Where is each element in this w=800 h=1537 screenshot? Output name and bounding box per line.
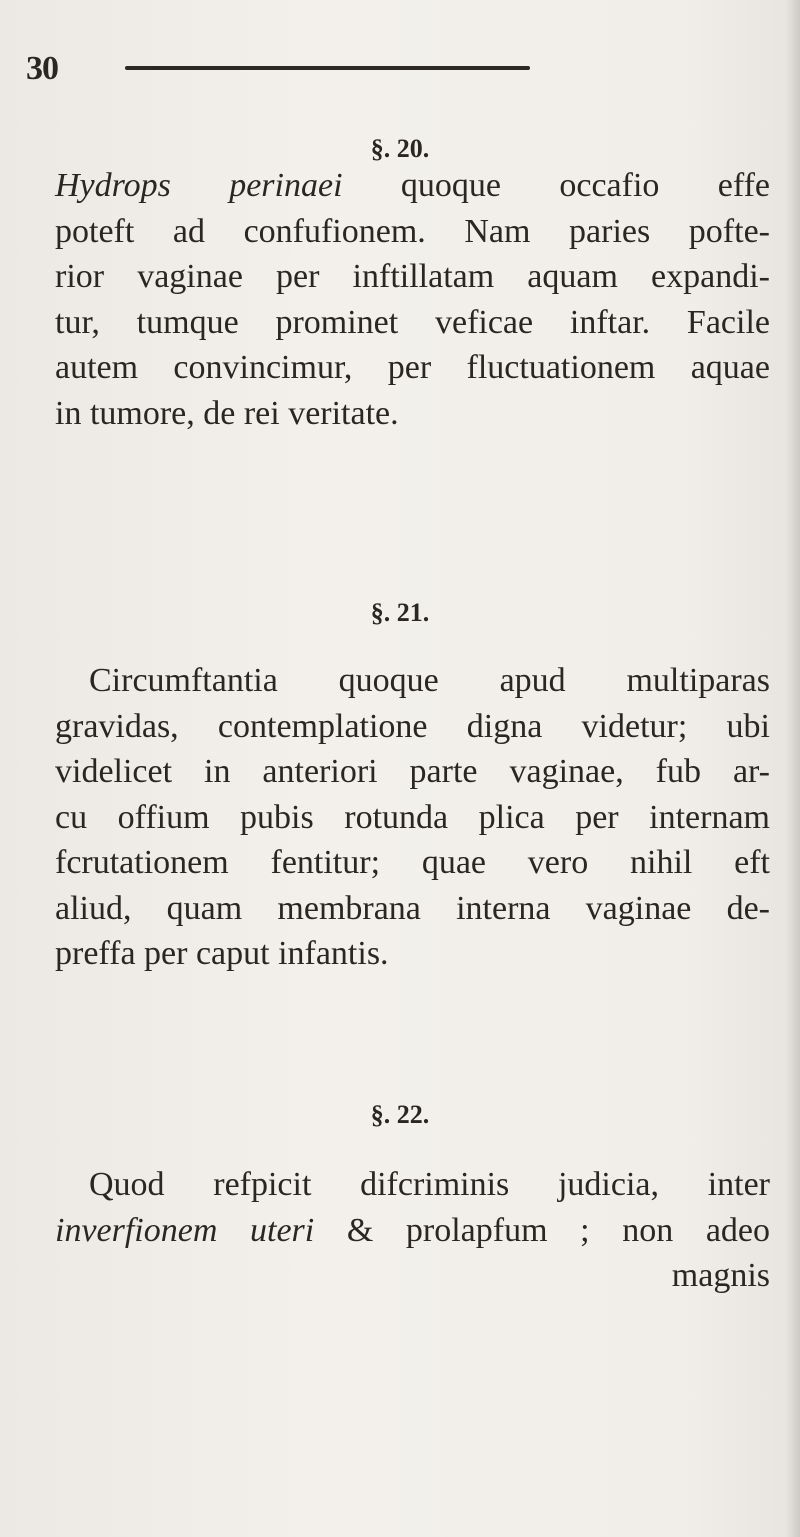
- page-number: 30: [26, 50, 58, 87]
- text-line: poteft ad confufionem. Nam paries pofte-: [55, 212, 770, 250]
- section-22-text: [55, 1162, 770, 1299]
- text-line: fcrutationem fentitur; quae vero nihil eft: [55, 844, 770, 881]
- section-heading-20: §. 20.: [370, 134, 430, 163]
- section-heading-21: §. 21.: [370, 598, 430, 627]
- text-line: cu offium pubis rotunda plica per internam: [55, 798, 770, 836]
- section-20-text: [55, 163, 770, 436]
- header-rule: [125, 66, 530, 70]
- section-heading-22: §. 22.: [370, 1100, 430, 1129]
- text-line: preffa per caput infantis.: [55, 935, 389, 972]
- text-line: tur, tumque prominet veficae inftar. Facile: [55, 303, 770, 341]
- text-line: inverfionem uteri & prolapfum ; non adeo: [55, 1211, 770, 1249]
- text-line: Quod refpicit difcriminis judicia, inter: [89, 1166, 770, 1203]
- catchword: magnis: [671, 1257, 770, 1294]
- text-line: rior vaginae per inftillatam aquam expandi-: [55, 258, 770, 295]
- text-line: aliud, quam membrana interna vaginae de-: [55, 889, 770, 927]
- text-line: autem convincimur, per fluctuationem aquae: [55, 349, 770, 386]
- section-21-text: [55, 658, 770, 977]
- page-edge-shadow: [786, 0, 800, 1537]
- text-line: Hydrops perinaei quoque occafio effe: [55, 167, 770, 204]
- italic-term: inverfionem uteri: [55, 1211, 315, 1249]
- text-line: Circumftantia quoque apud multiparas: [89, 662, 770, 699]
- text-line: gravidas, contemplatione digna videtur; ubi: [55, 707, 770, 745]
- text-line: videlicet in anteriori parte vaginae, fub ar-: [55, 753, 770, 790]
- text-line: in tumore, de rei veritate.: [55, 394, 399, 432]
- italic-term: Hydrops perinaei: [55, 167, 343, 204]
